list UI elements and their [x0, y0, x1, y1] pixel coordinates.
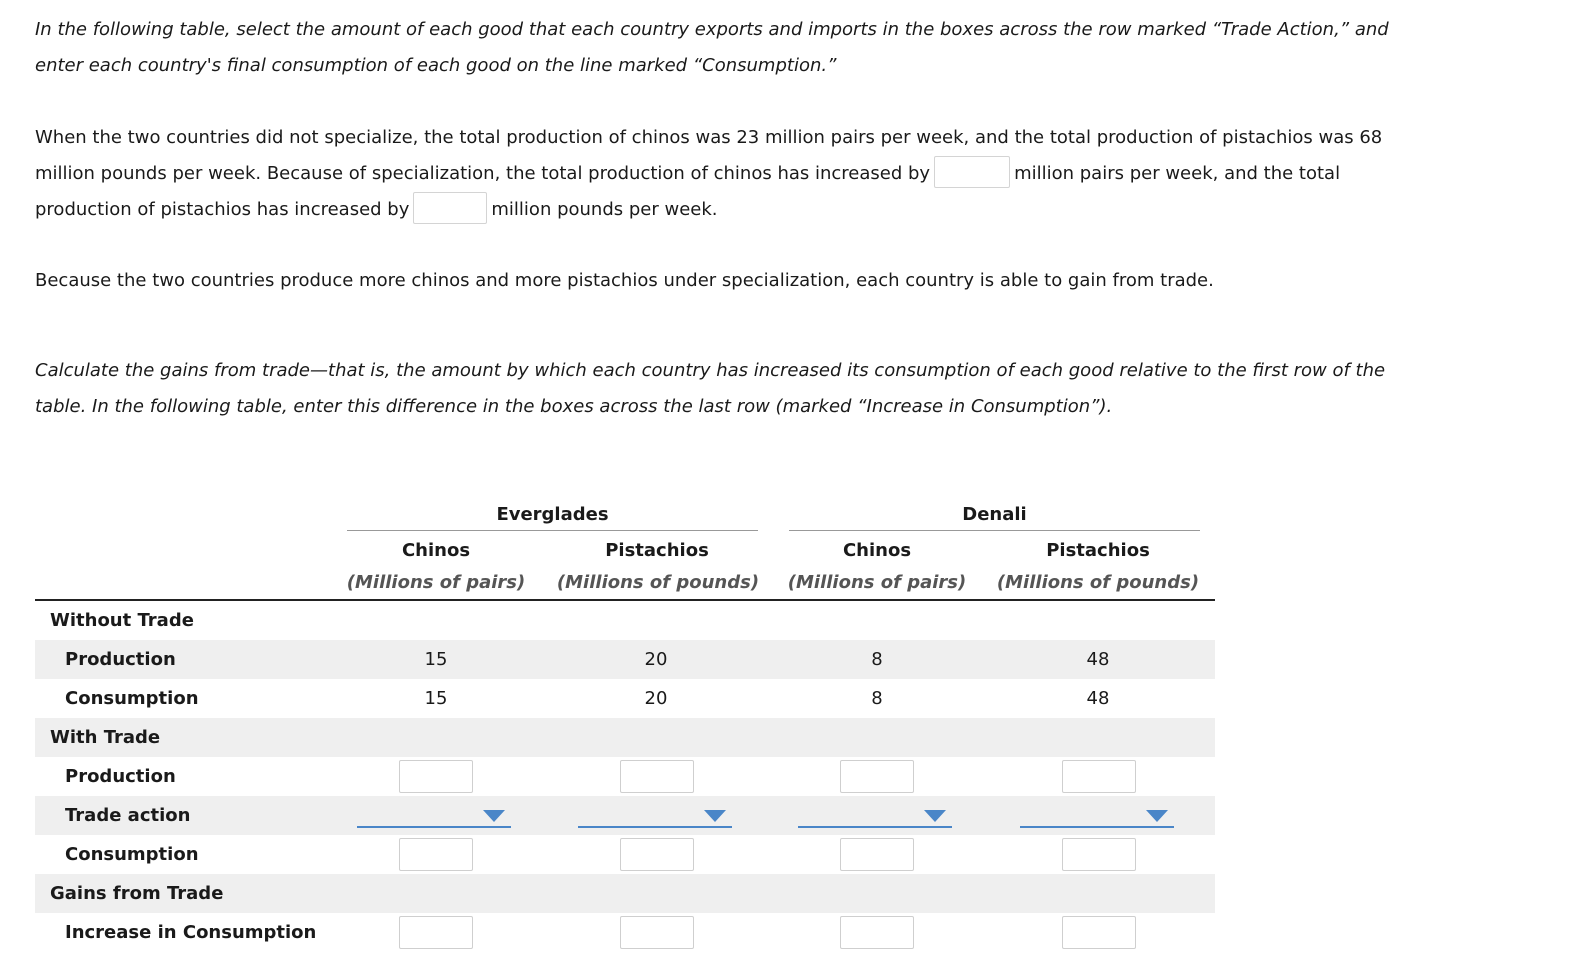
trade-action-everglades-chinos-dropdown[interactable]	[357, 796, 511, 835]
row-consumption-with-trade	[35, 835, 1215, 874]
row-label-consumption: Consumption	[65, 688, 199, 709]
chevron-down-icon[interactable]	[704, 810, 726, 822]
everglades-rule	[347, 530, 758, 531]
wt-consumption-denali-chinos: 8	[871, 688, 883, 709]
production-denali-chinos-input[interactable]	[840, 760, 914, 793]
pistachios-increase-input[interactable]	[413, 192, 487, 224]
production-everglades-pistachios-input[interactable]	[620, 760, 694, 793]
chevron-down-icon[interactable]	[483, 810, 505, 822]
consumption-everglades-pistachios-input[interactable]	[620, 838, 694, 871]
row-with-trade	[35, 718, 1215, 757]
unit-everglades-pistachios: (Millions of pounds)	[556, 572, 760, 593]
row-label-wt-production: Production	[65, 766, 176, 787]
calc-instructions	[35, 353, 1455, 425]
unit-denali-chinos: (Millions of pairs)	[787, 572, 967, 593]
trade-action-everglades-pistachios-dropdown[interactable]	[578, 796, 732, 835]
gain-statement: Because the two countries produce more chinos and more pistachios under specialization, each country is able to gain from trade.	[35, 270, 1214, 291]
totals-text-1: When the two countries did not specialize, the total production of chinos was 23 million pairs per week, and the total production of pistachios was 68	[35, 127, 1383, 148]
dropdown-underline	[578, 826, 732, 828]
increase-denali-pistachios-input[interactable]	[1062, 916, 1136, 949]
row-label-trade-action: Trade action	[65, 805, 191, 826]
wt-production-everglades-chinos: 15	[424, 649, 448, 670]
wt-production-denali-pistachios: 48	[1086, 649, 1110, 670]
calc-line-1: Calculate the gains from trade—that is, the amount by which each country has increased its consumption of each good relative to the first row of the	[35, 360, 1386, 381]
section-label-with-trade: With Trade	[50, 727, 161, 748]
row-without-trade	[35, 601, 1215, 640]
denali-rule	[789, 530, 1200, 531]
totals-text-3: million pairs per week, and the total	[1014, 163, 1341, 184]
row-gains-from-trade	[35, 874, 1215, 913]
intro-line-1: In the following table, select the amount of each good that each country exports and imports in the boxes across the row marked “Trade Action,” and	[35, 19, 1389, 40]
row-trade-action	[35, 796, 1215, 835]
trade-action-denali-pistachios-dropdown[interactable]	[1020, 796, 1174, 835]
row-label-wt-consumption: Consumption	[65, 844, 199, 865]
dropdown-underline	[357, 826, 511, 828]
chinos-increase-input[interactable]	[934, 156, 1010, 188]
intro-line-2: enter each country's final consumption of each good on the line marked “Consumption.”	[35, 55, 837, 76]
totals-text-4: production of pistachios has increased by	[35, 199, 410, 220]
row-production-with-trade	[35, 757, 1215, 796]
col-everglades-pistachios: Pistachios	[605, 540, 709, 561]
dropdown-underline	[798, 826, 952, 828]
trade-action-denali-chinos-dropdown[interactable]	[798, 796, 952, 835]
col-everglades-chinos: Chinos	[401, 540, 471, 561]
unit-denali-pistachios: (Millions of pounds)	[996, 572, 1200, 593]
col-denali-pistachios: Pistachios	[1046, 540, 1150, 561]
section-label-without-trade: Without Trade	[50, 610, 194, 631]
col-denali-chinos: Chinos	[842, 540, 912, 561]
unit-everglades-chinos: (Millions of pairs)	[346, 572, 526, 593]
consumption-denali-pistachios-input[interactable]	[1062, 838, 1136, 871]
wt-consumption-everglades-pistachios: 20	[644, 688, 668, 709]
row-increase-in-consumption	[35, 913, 1215, 952]
country-everglades: Everglades	[496, 504, 609, 525]
row-consumption-without-trade	[35, 679, 1215, 718]
wt-consumption-denali-pistachios: 48	[1086, 688, 1110, 709]
calc-line-2: table. In the following table, enter this difference in the boxes across the last row (marked “Increase in Consumption”).	[35, 396, 1113, 417]
consumption-everglades-chinos-input[interactable]	[399, 838, 473, 871]
row-label-increase: Increase in Consumption	[65, 922, 317, 943]
wt-production-denali-chinos: 8	[871, 649, 883, 670]
wt-consumption-everglades-chinos: 15	[424, 688, 448, 709]
increase-denali-chinos-input[interactable]	[840, 916, 914, 949]
country-denali: Denali	[962, 504, 1027, 525]
totals-text-2: million pounds per week. Because of specialization, the total production of chinos has increased by	[35, 163, 931, 184]
increase-everglades-chinos-input[interactable]	[399, 916, 473, 949]
increase-everglades-pistachios-input[interactable]	[620, 916, 694, 949]
consumption-denali-chinos-input[interactable]	[840, 838, 914, 871]
section-label-gains: Gains from Trade	[50, 883, 224, 904]
totals-text-5: million pounds per week.	[491, 199, 718, 220]
production-everglades-chinos-input[interactable]	[399, 760, 473, 793]
production-denali-pistachios-input[interactable]	[1062, 760, 1136, 793]
totals-paragraph	[35, 120, 1455, 228]
chevron-down-icon[interactable]	[924, 810, 946, 822]
row-production-without-trade	[35, 640, 1215, 679]
chevron-down-icon[interactable]	[1146, 810, 1168, 822]
dropdown-underline	[1020, 826, 1174, 828]
row-label-production: Production	[65, 649, 176, 670]
wt-production-everglades-pistachios: 20	[644, 649, 668, 670]
intro-instructions	[35, 12, 1455, 84]
